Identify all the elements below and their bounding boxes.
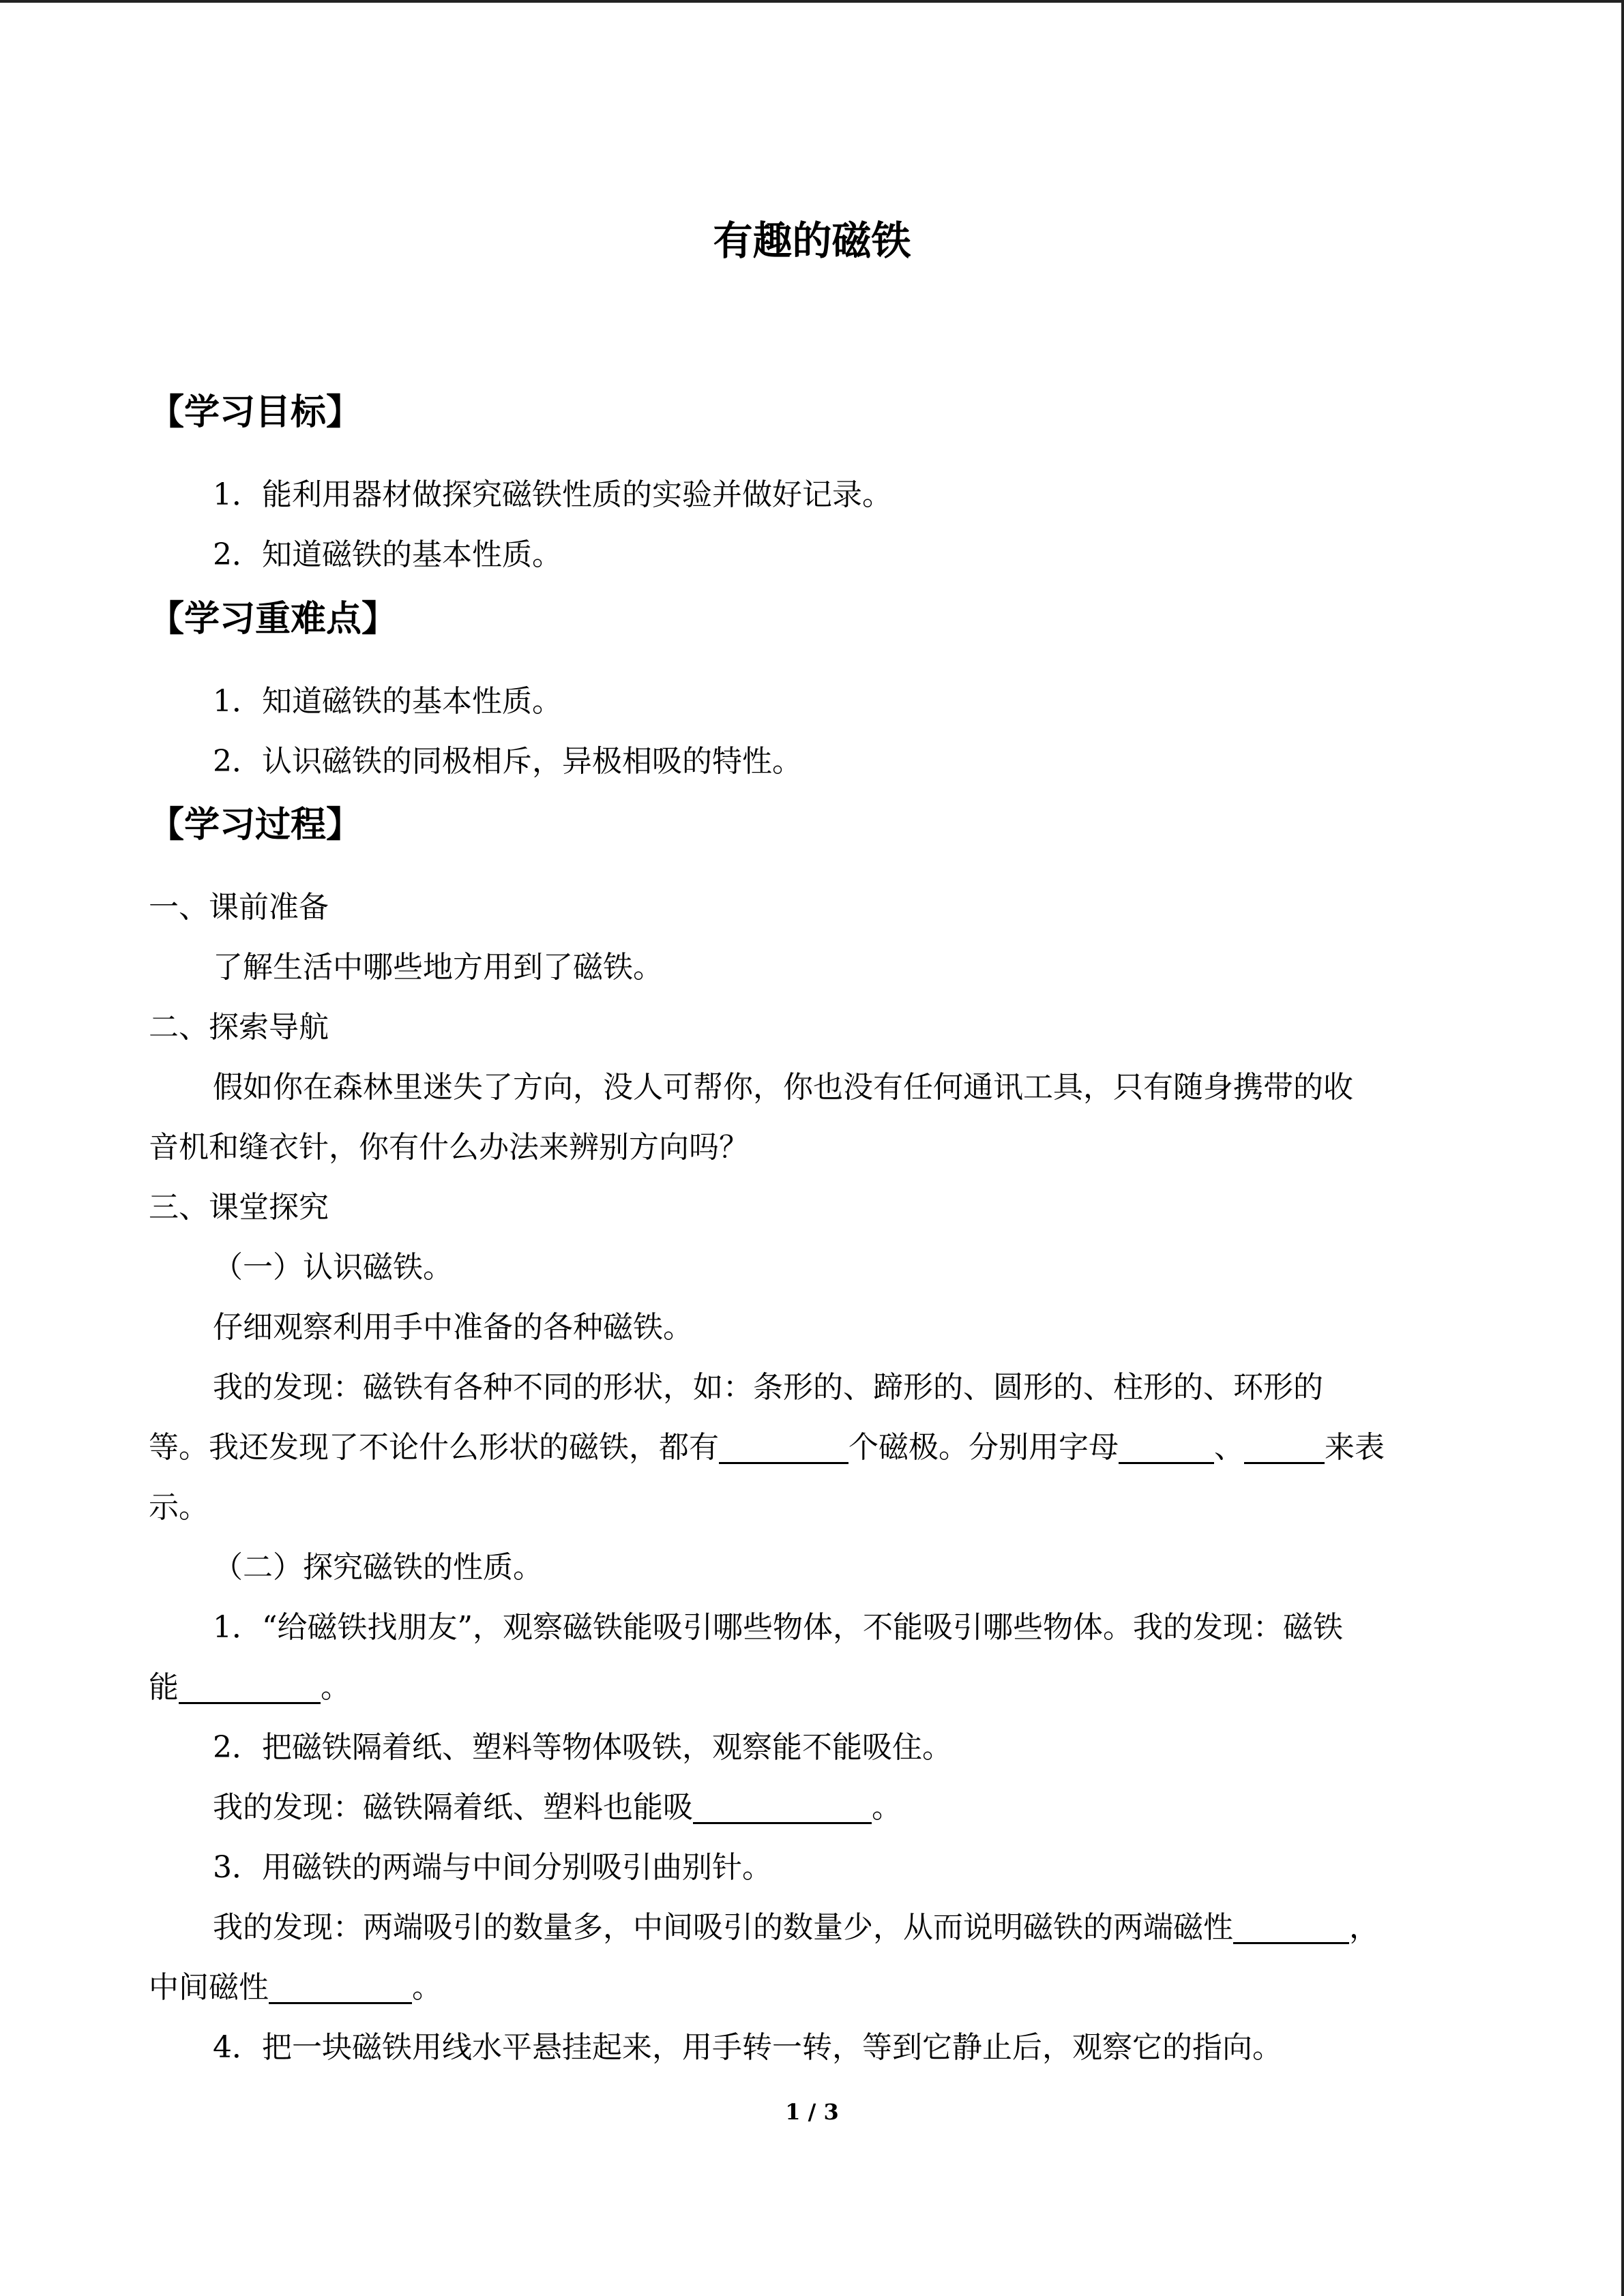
- sub1-text: 仔细观察利用手中准备的各种磁铁。: [213, 1310, 693, 1345]
- sub1-finding-text-b: 个磁极。分别用字母: [848, 1430, 1119, 1465]
- part1-text: 了解生活中哪些地方用到了磁铁。: [213, 950, 663, 985]
- q1-text-b: 。: [321, 1670, 351, 1705]
- q3-find-b: ，: [1349, 1910, 1379, 1945]
- sub1-finding-line3: 示。: [149, 1490, 209, 1525]
- q3-find-a: 我的发现：两端吸引的数量多，中间吸引的数量少，从而说明磁铁的两端磁性: [213, 1910, 1233, 1945]
- part2-title: 二、探索导航: [149, 1010, 329, 1045]
- sub1-finding-text-d: 来表: [1325, 1430, 1385, 1465]
- page-number: 1 / 3: [785, 2099, 839, 2125]
- part3-title: 三、课堂探究: [149, 1190, 329, 1225]
- key-point-item: 2．认识磁铁的同极相斥，异极相吸的特性。: [213, 744, 802, 779]
- blank-letter-2[interactable]: [1244, 1424, 1325, 1464]
- question-1-line2: [149, 1658, 351, 1718]
- blank-through-materials[interactable]: [693, 1784, 872, 1824]
- sub1-title: （一）认识磁铁。: [213, 1250, 453, 1285]
- q3-find-d: 。: [412, 1970, 442, 2005]
- part2-text-line1: 假如你在森林里迷失了方向，没人可帮你，你也没有任何通讯工具，只有随身携带的收: [213, 1070, 1353, 1105]
- q2-find-a: 我的发现：磁铁隔着纸、塑料也能吸: [213, 1790, 693, 1825]
- question-3-finding-line1: [213, 1898, 1379, 1958]
- question-4: 4．把一块磁铁用线水平悬挂起来，用手转一转，等到它静止后，观察它的指向。: [213, 2030, 1282, 2065]
- heading-key-points: 【学习重难点】: [149, 598, 398, 640]
- q1-text-a: 能: [149, 1670, 179, 1705]
- question-1-line1: 1．“给磁铁找朋友”，观察磁铁能吸引哪些物体，不能吸引哪些物体。我的发现：磁铁: [213, 1610, 1343, 1645]
- blank-end-magnetism[interactable]: [1233, 1904, 1349, 1944]
- heading-goals: 【学习目标】: [149, 391, 362, 433]
- part1-title: 一、课前准备: [149, 890, 329, 925]
- sub1-finding-text-c: 、: [1214, 1430, 1244, 1465]
- page-title: 有趣的磁铁: [713, 218, 911, 264]
- question-3: 3．用磁铁的两端与中间分别吸引曲别针。: [213, 1850, 772, 1885]
- blank-middle-magnetism[interactable]: [269, 1964, 412, 2004]
- question-2-finding: [213, 1778, 902, 1838]
- q2-find-b: 。: [872, 1790, 902, 1825]
- goal-item: 2．知道磁铁的基本性质。: [213, 537, 562, 572]
- heading-process: 【学习过程】: [149, 804, 362, 846]
- key-point-item: 1．知道磁铁的基本性质。: [213, 684, 562, 719]
- blank-letter-1[interactable]: [1119, 1424, 1214, 1464]
- part2-text-line2: 音机和缝衣针，你有什么办法来辨别方向吗？: [149, 1130, 749, 1165]
- blank-pole-count[interactable]: [719, 1424, 848, 1464]
- question-3-finding-line2: [149, 1958, 442, 2018]
- question-2: 2．把磁铁隔着纸、塑料等物体吸铁，观察能不能吸住。: [213, 1730, 952, 1765]
- sub1-finding-line2: [149, 1418, 1385, 1478]
- blank-attracts[interactable]: [179, 1664, 321, 1704]
- goal-item: 1．能利用器材做探究磁铁性质的实验并做好记录。: [213, 477, 892, 512]
- sub1-finding-text-a: 等。我还发现了不论什么形状的磁铁，都有: [149, 1430, 719, 1465]
- sub1-finding-line1: 我的发现：磁铁有各种不同的形状，如：条形的、蹄形的、圆形的、柱形的、环形的: [213, 1370, 1323, 1405]
- sub2-title: （二）探究磁铁的性质。: [213, 1550, 543, 1585]
- q3-find-c: 中间磁性: [149, 1970, 269, 2005]
